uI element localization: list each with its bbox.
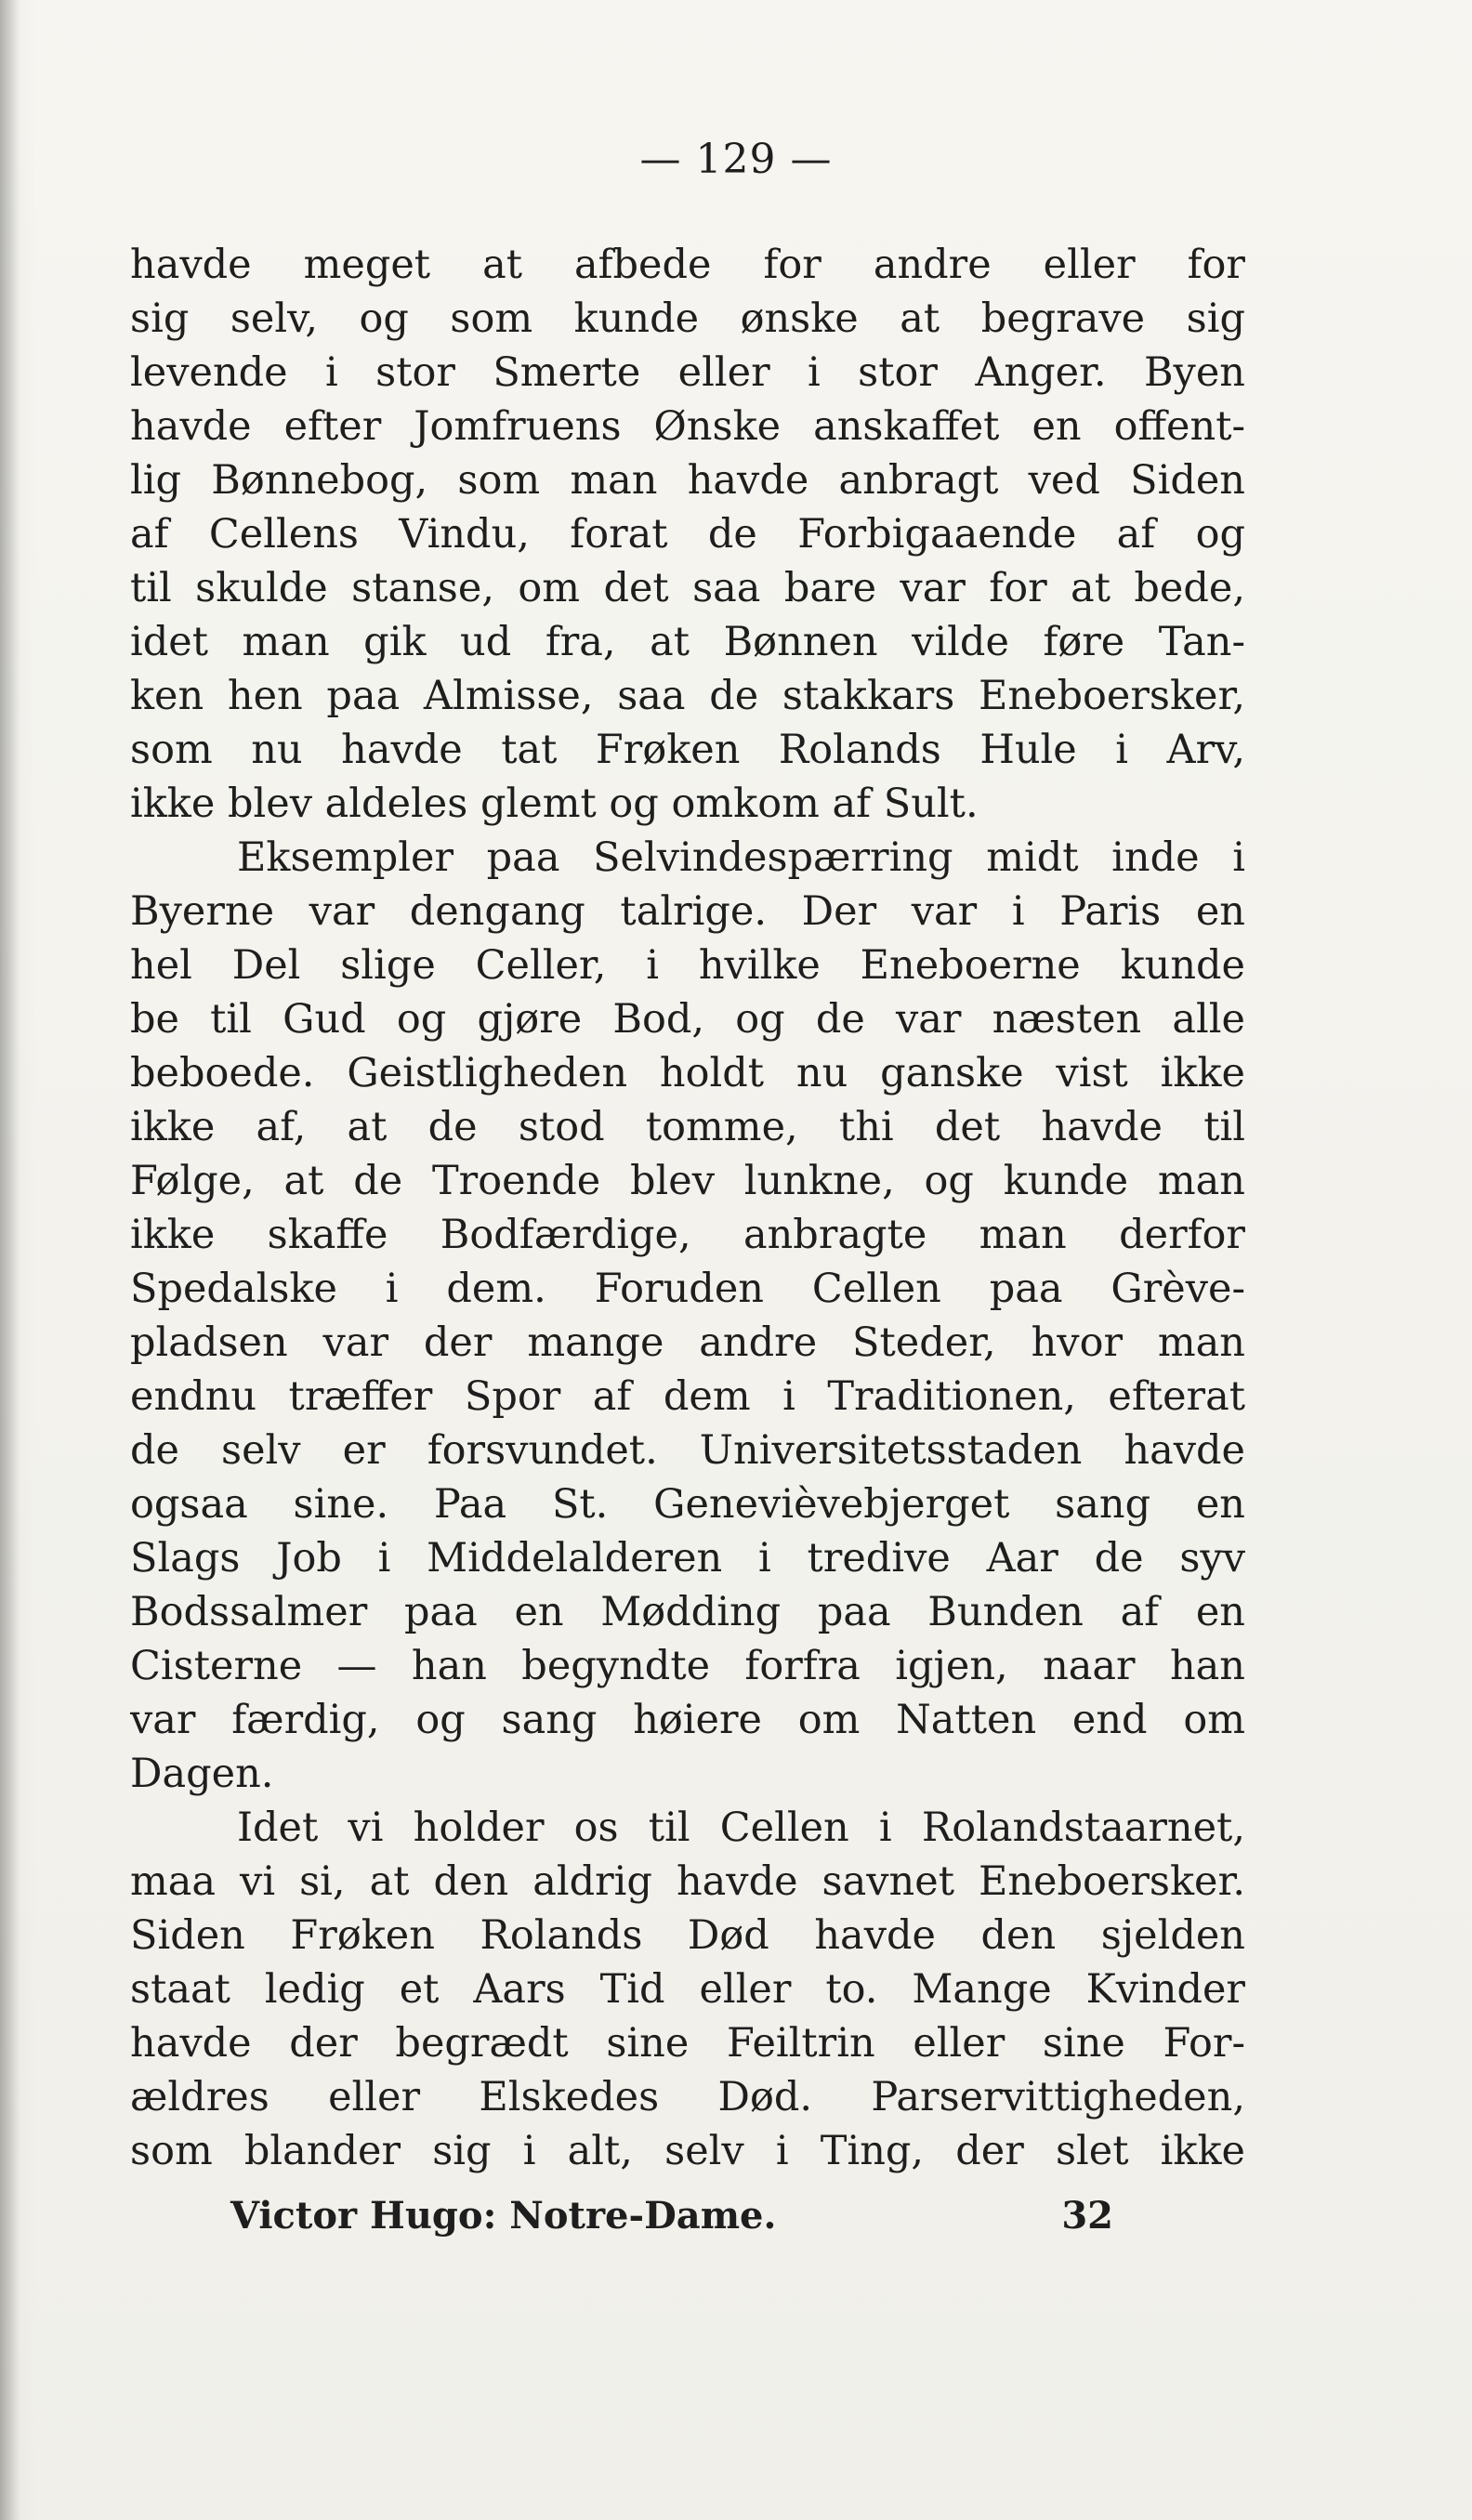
text-line-7: til skulde stanse, om det saa bare var for at bede,	[130, 565, 1245, 611]
text-line-10: som nu havde tat Frøken Rolands Hule i Arv,	[130, 727, 1245, 773]
text-line-24: ogsaa sine. Paa St. Genevièvebjerget sang en	[130, 1481, 1245, 1528]
text-line-8: idet man gik ud fra, at Bønnen vilde føre Tan-	[130, 619, 1245, 665]
text-line-34: havde der begrædt sine Feiltrin eller sine For-	[130, 2020, 1245, 2067]
text-line-3: levende i stor Smerte eller i stor Anger. Byen	[130, 349, 1245, 396]
text-line-6: af Cellens Vindu, forat de Forbigaaende af og	[130, 511, 1245, 558]
text-line-9: ken hen paa Almisse, saa de stakkars Eneboersker,	[130, 673, 1245, 719]
page-edge-shadow	[0, 0, 20, 2520]
text-line-17: ikke af, at de stod tomme, thi det havde til	[130, 1104, 1245, 1150]
text-line-20: Spedalske i dem. Foruden Cellen paa Grève-	[130, 1266, 1245, 1312]
text-line-22: endnu træffer Spor af dem i Traditionen, efterat	[130, 1373, 1245, 1420]
text-line-35: ældres eller Elskedes Død. Parservittigheden,	[130, 2074, 1245, 2120]
text-line-25: Slags Job i Middelalderen i tredive Aar de syv	[130, 1535, 1245, 1582]
signature-mark: 32	[1061, 2194, 1113, 2238]
text-line-2: sig selv, og som kunde ønske at begrave sig	[130, 295, 1245, 342]
text-line-14: hel Del slige Celler, i hvilke Eneboerne kunde	[130, 942, 1245, 989]
page-text	[130, 238, 1245, 2178]
text-line-32: Siden Frøken Rolands Død havde den sjelden	[130, 1912, 1245, 1959]
text-line-4: havde efter Jomfruens Ønske anskaffet en offent-	[130, 403, 1245, 450]
text-line-30: Idet vi holder os til Cellen i Rolandstaarnet,	[237, 1805, 1245, 1851]
text-line-12: Eksempler paa Selvindespærring midt inde i	[237, 834, 1245, 881]
page-number-header: — 129 —	[639, 136, 833, 183]
page-footer	[230, 2194, 1113, 2238]
text-line-26: Bodssalmer paa en Mødding paa Bunden af en	[130, 1589, 1245, 1635]
text-line-28: var færdig, og sang høiere om Natten end om	[130, 1697, 1245, 1743]
text-line-13: Byerne var dengang talrige. Der var i Paris en	[130, 888, 1245, 935]
text-line-1: havde meget at afbede for andre eller for	[130, 242, 1245, 288]
text-line-23: de selv er forsvundet. Universitetsstaden havde	[130, 1427, 1245, 1474]
text-line-31: maa vi si, at den aldrig havde savnet Eneboersker.	[130, 1858, 1245, 1905]
text-line-21: pladsen var der mange andre Steder, hvor man	[130, 1319, 1245, 1366]
text-line-11: ikke blev aldeles glemt og omkom af Sult.	[130, 781, 979, 827]
text-line-27: Cisterne — han begyndte forfra igjen, naar han	[130, 1643, 1245, 1689]
text-line-29: Dagen.	[130, 1751, 274, 1797]
text-line-19: ikke skaffe Bodfærdige, anbragte man derfor	[130, 1212, 1245, 1258]
text-line-16: beboede. Geistligheden holdt nu ganske vist ikke	[130, 1050, 1245, 1096]
text-line-36: som blander sig i alt, selv i Ting, der slet ikke	[130, 2128, 1245, 2174]
text-line-18: Følge, at de Troende blev lunkne, og kunde man	[130, 1158, 1245, 1204]
footer-title: Victor Hugo: Notre-Dame.	[230, 2194, 777, 2238]
text-line-15: be til Gud og gjøre Bod, og de var næsten alle	[130, 996, 1245, 1043]
text-line-5: lig Bønnebog, som man havde anbragt ved Siden	[130, 457, 1245, 504]
text-line-33: staat ledig et Aars Tid eller to. Mange Kvinder	[130, 1966, 1245, 2013]
